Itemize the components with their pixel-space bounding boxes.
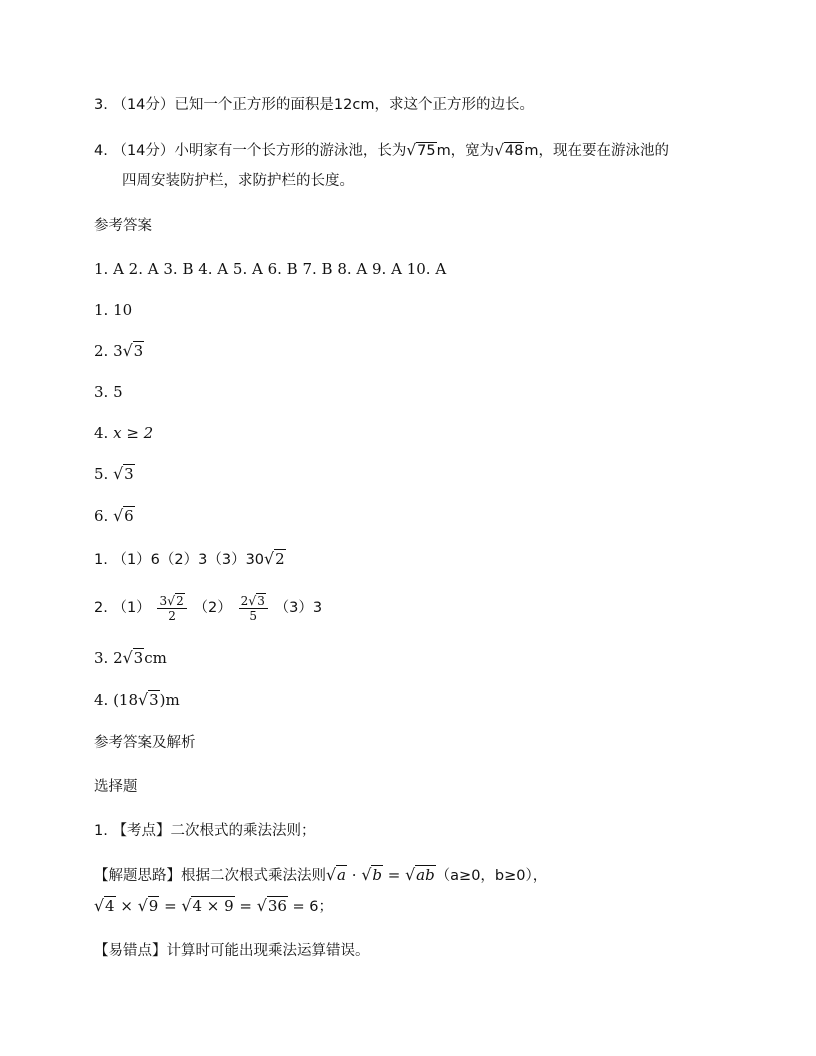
sqrt: √6 <box>113 506 134 525</box>
solve-answer-2 <box>94 592 322 623</box>
answers-heading-text: 参考答案 <box>94 218 152 234</box>
sqrt: √4 × 9 <box>181 896 234 915</box>
section-heading-text: 选择题 <box>94 779 138 795</box>
radicand: 36 <box>267 897 287 915</box>
calc-result: = 6； <box>287 899 333 915</box>
numerator <box>239 594 268 609</box>
denominator: 2 <box>168 608 176 623</box>
denominator: 5 <box>249 608 258 623</box>
sqrt: √3 <box>122 341 144 360</box>
solve-answer-4 <box>94 689 180 711</box>
mc-answers <box>94 258 446 280</box>
fill-answer-6 <box>94 505 135 527</box>
question-4-text-4: 四周安装防护栏，求防护栏的长度。 <box>122 173 354 189</box>
fill-answer-6-text: 6. <box>94 507 114 525</box>
sqrt: √3 <box>248 592 265 608</box>
question-3-text: 3. （14分）已知一个正方形的面积是12cm，求这个正方形的边长。 <box>94 97 534 113</box>
sqrt: √3 <box>113 464 134 483</box>
analysis-silu: 【解题思路】根据二次根式乘法法则√a · √b = √ab（a≥0，b≥0）， <box>94 865 548 884</box>
radicand: 3 <box>133 342 144 360</box>
coefficient: 3 <box>159 593 168 608</box>
radicand: 75 <box>417 143 436 159</box>
answers-heading <box>94 215 152 237</box>
yicuo-text: 【易错点】计算时可能出现乘法运算错误。 <box>94 943 370 959</box>
question-4-line-1 <box>94 139 669 162</box>
fill-answer-5-text: 5. <box>94 465 114 483</box>
radicand: 4 <box>105 897 115 915</box>
sqrt: √9 <box>137 896 159 915</box>
radicand: 3 <box>149 691 159 709</box>
fill-answer-3 <box>94 381 123 403</box>
analysis-kaodian <box>94 820 315 842</box>
question-4-text-3: m，现在要在游泳池的 <box>524 143 669 159</box>
fill-answer-1-text: 1. 10 <box>94 301 133 319</box>
radicand: b <box>372 866 382 884</box>
unit: )m <box>159 691 180 709</box>
numerator <box>157 594 186 609</box>
sqrt-length: √75 <box>406 141 436 159</box>
fill-answer-4-text: 4. <box>94 424 114 442</box>
solve-answer-3 <box>94 647 167 669</box>
solve-answer-2-text: 2. （1） <box>94 600 151 616</box>
sqrt: √36 <box>256 896 287 915</box>
radicand: 3 <box>124 465 134 483</box>
sqrt: √b <box>361 865 382 884</box>
question-4-text-2: m，宽为 <box>436 143 495 159</box>
fill-answer-3-text: 3. 5 <box>94 383 123 401</box>
unit: cm <box>144 649 167 667</box>
sqrt: √3 <box>122 648 144 667</box>
analysis-heading <box>94 732 196 754</box>
radicand: 2 <box>176 593 184 608</box>
inequality: x ≥ 2 <box>113 424 154 442</box>
section-heading <box>94 776 138 798</box>
radicand: ab <box>416 866 435 884</box>
radicand: 3 <box>133 649 144 667</box>
solve-answer-2-mid: （2） <box>193 600 232 616</box>
analysis-yicuo <box>94 940 370 962</box>
sqrt: √a <box>326 865 346 884</box>
sqrt: √2 <box>264 549 285 568</box>
radicand: 3 <box>257 593 265 608</box>
solve-answer-1 <box>94 548 286 571</box>
fraction-1 <box>157 594 186 623</box>
mc-answers-text: 1. A 2. A 3. B 4. A 5. A 6. B 7. B 8. A 9. A 10. A <box>94 260 447 278</box>
radicand: 6 <box>124 507 134 525</box>
analysis-heading-text: 参考答案及解析 <box>94 735 196 751</box>
sqrt: √2 <box>167 592 184 608</box>
fill-answer-1 <box>94 299 132 321</box>
analysis-calc: √4 × √9 = √4 × 9 = √36 = 6； <box>94 896 333 915</box>
solve-answer-1-text: 1. （1）6（2）3（3）30 <box>94 552 265 568</box>
radicand: 2 <box>275 550 285 568</box>
question-3 <box>94 94 534 116</box>
radicand: 4 × 9 <box>192 897 234 915</box>
sqrt: √3 <box>138 690 159 709</box>
radicand: 48 <box>504 143 524 159</box>
fraction-2 <box>239 594 268 623</box>
coefficient: 2 <box>240 593 249 608</box>
solve-answer-3-text: 3. 2 <box>94 649 123 667</box>
kaodian-text: 1. 【考点】二次根式的乘法法则； <box>94 823 316 839</box>
fill-answer-5 <box>94 463 135 485</box>
sqrt: √4 <box>94 896 115 915</box>
fill-answer-4 <box>94 422 153 444</box>
fill-answer-2 <box>94 340 144 362</box>
radicand: 9 <box>148 897 159 915</box>
silu-text: 【解题思路】根据二次根式乘法法则 <box>94 868 326 884</box>
solve-answer-4-text: 4. (18 <box>94 691 139 709</box>
radicand: a <box>337 866 346 884</box>
sqrt: √ab <box>405 865 435 884</box>
question-4-line-2 <box>122 170 354 192</box>
sqrt-width: √48 <box>494 141 524 159</box>
question-4-text: 4. （14分）小明家有一个长方形的游泳池，长为 <box>94 143 407 159</box>
solve-answer-2-tail: （3）3 <box>274 600 323 616</box>
fill-answer-2-text: 2. 3 <box>94 342 123 360</box>
silu-condition: （a≥0，b≥0）， <box>435 868 548 884</box>
